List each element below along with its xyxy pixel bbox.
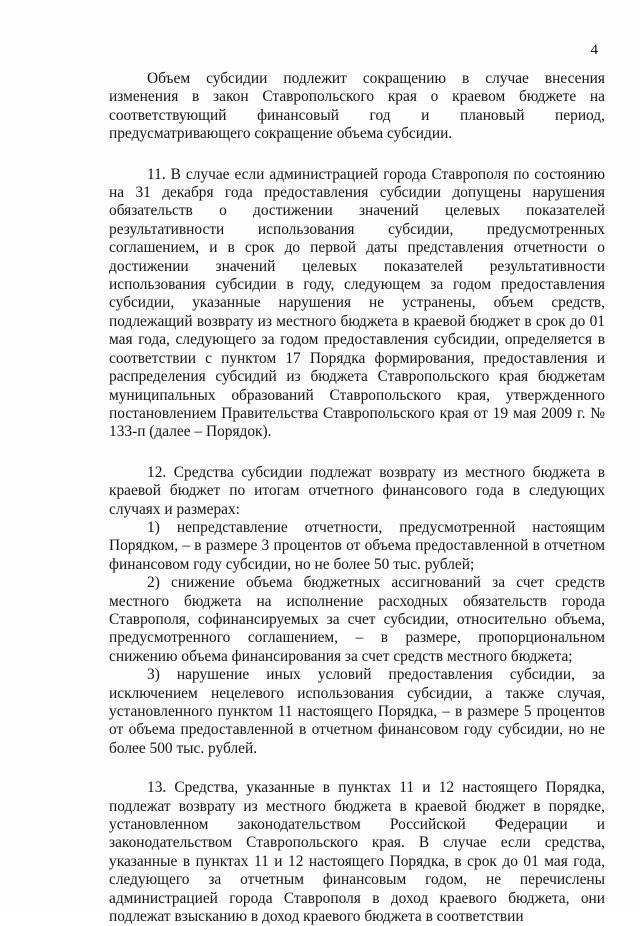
paragraph-gap — [109, 758, 605, 779]
paragraph-12: 12. Средства субсидии подлежат возврату из местного бюджета в краевой бюджет по итогам отчетного финансового года в следующих случаях и размерах: — [109, 463, 605, 518]
paragraph-11: 11. В случае если администрацией города Ставрополя по состоянию на 31 декабря года предоставления субсидии допущены нарушения обязательств о достижении значений целевых показателей результативности использования субсидии, предусмотренных соглашением, и в срок до первой даты представления отчетности о достижении значений целевых показателей результативности использования субсидии в году, следующем за годом предоставления субсидии, указанные нарушения не устранены, объем средств, подлежащий возврату из местного бюджета в краевой бюджет в срок до 01 мая года, следующего за годом предоставления субсидии, определяется в соответствии с пунктом 17 Порядка формирования, предоставления и распределения субсидий из бюджета Ставропольского края бюджетам муниципальных образований Ставропольского края, утвержденного постановлением Правительства Ставропольского края от 19 мая 2009 г. № 133-п (далее – Порядок). — [109, 165, 605, 441]
paragraph-12-item-2: 2) снижение объема бюджетных ассигнований за счет средств местного бюджета на исполнение расходных обязательств города Ставрополя, софинансируемых за счет субсидии, относительно объема, предусмотренного соглашением, – в размере, пропорциональном снижению объема финансирования за счет средств местного бюджета; — [109, 574, 605, 665]
paragraph-subsidy-reduction: Объем субсидии подлежит сокращению в случае внесения изменения в закон Ставропольского края о краевом бюджете на соответствующий финансовый год и плановый период, предусматривающего сокращение объема субсидии. — [109, 70, 605, 143]
paragraph-13: 13. Средства, указанные в пунктах 11 и 12 настоящего Порядка, подлежат возврату из местного бюджета в краевой бюджет в порядке, установленном законодательством Российской Федерации и законодательством Ставропольского края. В случае если средства, указанные в пунктах 11 и 12 настоящего Порядка, в срок до 01 мая года, следующего за отчетным финансовым годом, не перечислены администрацией города Ставрополя в доход краевого бюджета, они подлежат взысканию в доход краевого бюджета в соответствии — [109, 779, 605, 926]
paragraph-gap — [109, 144, 605, 166]
page-number: 4 — [590, 42, 598, 58]
paragraph-gap — [109, 442, 605, 464]
document-body — [109, 70, 605, 926]
paragraph-12-item-1: 1) непредставление отчетности, предусмотренной настоящим Порядком, – в размере 3 процентов от объема предоставленной в отчетном финансовом году субсидии, но не более 50 тыс. рублей; — [109, 518, 605, 573]
paragraph-12-item-3: 3) нарушение иных условий предоставления субсидии, за исключением нецелевого использования субсидии, а также случая, установленного пунктом 11 настоящего Порядка, – в размере 5 процентов от объема предоставленной в отчетном финансовом году субсидии, но не более 500 тыс. рублей. — [109, 666, 605, 757]
